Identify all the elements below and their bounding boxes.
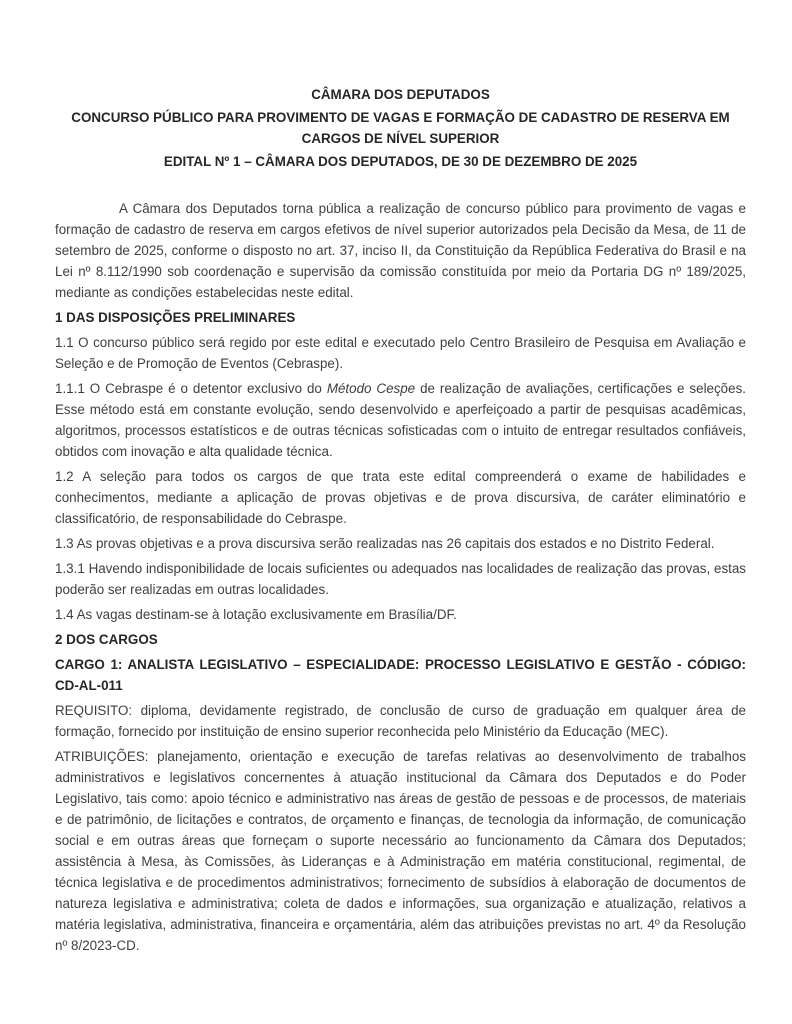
section-1-heading: 1 DAS DISPOSIÇÕES PRELIMINARES (55, 310, 296, 325)
org-heading: CÂMARA DOS DEPUTADOS (311, 87, 490, 102)
clause-1-4: 1.4 As vagas destinam-se à lotação exclusivamente em Brasília/DF. (55, 607, 457, 622)
section-2-heading: 2 DOS CARGOS (55, 632, 158, 647)
edital-heading: EDITAL Nº 1 – CÂMARA DOS DEPUTADOS, DE 30 DE DEZEMBRO DE 2025 (163, 154, 638, 169)
intro-paragraph: A Câmara dos Deputados torna pública a realização de concurso público para provimento de vagas e formação de cadastro de reserva em cargos efetivos de nível superior autorizados pela Decisão da Mesa, de 11 de setembro de 2025, conforme o disposto no art. 37, inciso II, da Constituição da República Federativa do Brasil e na Lei nº 8.112/1990 sob coordenação e supervisão da comissão constituída por meio da Portaria DG nº 189/2025, mediante as condições estabelecidas neste edital. (55, 201, 746, 300)
clause-1-1-1-text-pre: 1.1.1 O Cebraspe é o detentor exclusivo do (55, 381, 327, 396)
clause-1-1: 1.1 O concurso público será regido por este edital e executado pelo Centro Brasileiro de Pesquisa em Avaliação e Seleção e de Promoção de Eventos (Cebraspe). (55, 335, 746, 371)
clause-1-1-1-text-post: de realização de avaliações, certificações e seleções. Esse método está em constante evolução, sendo desenvolvido e aperfeiçoado a partir de pesquisas acadêmicas, algoritmos, processos estatísticos e de outras técnicas sofisticadas com o intuito de entregar resultados confiáveis, obtidos com inovação e alta qualidade técnica. (55, 381, 746, 459)
clause-1-3: 1.3 As provas objetivas e a prova discursiva serão realizadas nas 26 capitais dos estados e no Distrito Federal. (55, 536, 715, 551)
metodo-cespe-italic: Método Cespe (326, 381, 416, 396)
clause-1-1-1 (55, 378, 746, 462)
clause-1-2: 1.2 A seleção para todos os cargos de que trata este edital compreenderá o exame de habilidades e conhecimentos, mediante a aplicação de provas objetivas e de prova discursiva, de caráter eliminatório e classificatório, de responsabilidade do Cebraspe. (55, 469, 746, 526)
clause-1-3-1: 1.3.1 Havendo indisponibilidade de locais suficientes ou adequados nas localidades de realização das provas, estas poderão ser realizadas em outras localidades. (55, 561, 746, 597)
cargo-1-atribuicoes: ATRIBUIÇÕES: planejamento, orientação e execução de tarefas relativas ao desenvolvimento de trabalhos administrativos e legislativos concernentes à atuação institucional da Câmara dos Deputados e do Poder Legislativo, tais como: apoio técnico e administrativo nas áreas de gestão de pessoas e de processos, de materiais e de patrimônio, de licitações e contratos, de orçamento e finanças, de tecnologia da informação, de comunicação social e em outras áreas que forneçam o suporte necessário ao funcionamento da Câmara dos Deputados; assistência à Mesa, às Comissões, às Lideranças e à Administração em matéria constitucional, regimental, de técnica legislativa e de procedimentos administrativos; fornecimento de subsídios à elaboração de documentos de natureza legislativa e administrativa; coleta de dados e informações, sua organização e atualização, relativos a matéria legislativa, administrativa, financeira e orçamentária, além das atribuições previstas no art. 4º da Resolução nº 8/2023-CD. (55, 749, 746, 953)
cargo-1-heading: CARGO 1: ANALISTA LEGISLATIVO – ESPECIALIDADE: PROCESSO LEGISLATIVO E GESTÃO - CÓDIGO: CD-AL-011 (55, 657, 746, 693)
cargo-1-requisito: REQUISITO: diploma, devidamente registrado, de conclusão de curso de graduação em qualquer área de formação, fornecido por instituição de ensino superior reconhecida pelo Ministério da Educação (MEC). (55, 703, 746, 739)
document-title: CONCURSO PÚBLICO PARA PROVIMENTO DE VAGAS E FORMAÇÃO DE CADASTRO DE RESERVA EM CARGOS DE NÍVEL SUPERIOR (71, 110, 730, 146)
